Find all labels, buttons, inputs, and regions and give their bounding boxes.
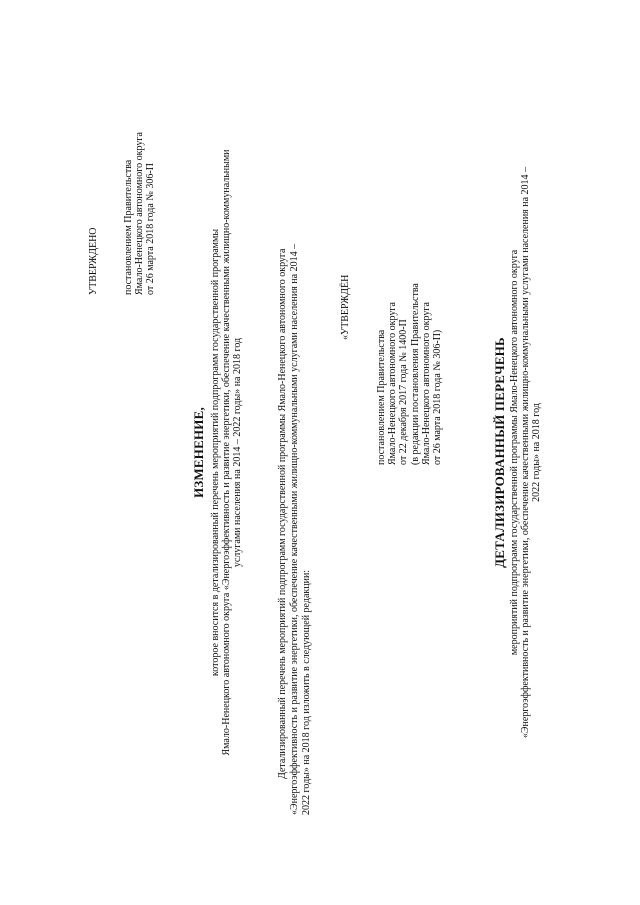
approval-line: Ямало-Ненецкого автономного округа bbox=[134, 132, 146, 295]
body-paragraph bbox=[277, 30, 314, 815]
approval-block bbox=[123, 132, 157, 295]
approval-line: от 22 декабря 2017 года № 1400-П bbox=[398, 319, 410, 465]
change-line: которое вносится в детализированный перечень мероприятий подпрограмм государственной программы bbox=[210, 228, 221, 677]
list-title: ДЕТАЛИЗИРОВАННЫЙ ПЕРЕЧЕНЬ bbox=[492, 337, 507, 568]
list-line: 2022 годы» на 2018 год bbox=[531, 403, 543, 502]
paragraph-line: Детализированный перечень мероприятий подпрограмм государственной программы Ямало-Ненецкого автономного округа bbox=[277, 248, 288, 779]
approval-line: (в редакции постановления Правительства bbox=[409, 283, 421, 465]
list-description bbox=[509, 0, 543, 905]
approval-line: постановлением Правительства bbox=[123, 159, 134, 295]
approval-line: постановлением Правительства bbox=[376, 329, 387, 465]
approval-line: Ямало-Ненецкого автономного округа bbox=[420, 302, 432, 465]
change-line: услугами населения на 2014 – 2022 годы» на 2018 год bbox=[232, 337, 244, 568]
change-title: ИЗМЕНЕНИЕ, bbox=[191, 407, 206, 498]
paragraph-line: 2022 годы» на 2018 год изложить в следующей редакции: bbox=[301, 569, 313, 815]
approval-heading: УТВЕРЖДЕНО bbox=[88, 227, 99, 295]
approval-block-2 bbox=[376, 283, 443, 465]
change-description bbox=[210, 0, 244, 905]
approval-heading-2: «УТВЕРЖДЁН bbox=[340, 274, 351, 340]
change-line: Ямало-Ненецкого автономного округа «Энергоэффективность и развитие энергетики, обеспечение качественными жилищно-коммунальными bbox=[221, 149, 233, 756]
list-line: мероприятий подпрограмм государственной программы Ямало-Ненецкого автономного округа bbox=[509, 249, 520, 656]
approval-line: Ямало-Ненецкого автономного округа bbox=[387, 302, 399, 465]
paragraph-line: «Энергоэффективность и развитие энергетики, обеспечение качественными жилищно-коммунальными услугами населения на 2014 – bbox=[289, 243, 301, 815]
list-line: «Энергоэффективность и развитие энергетики, обеспечение качественными жилищно-коммунальными услугами населения на 2014 – bbox=[520, 166, 532, 739]
approval-line: от 26 марта 2018 года № 306-П) bbox=[432, 329, 444, 465]
approval-line: от 26 марта 2018 года № 306-П bbox=[145, 163, 157, 295]
